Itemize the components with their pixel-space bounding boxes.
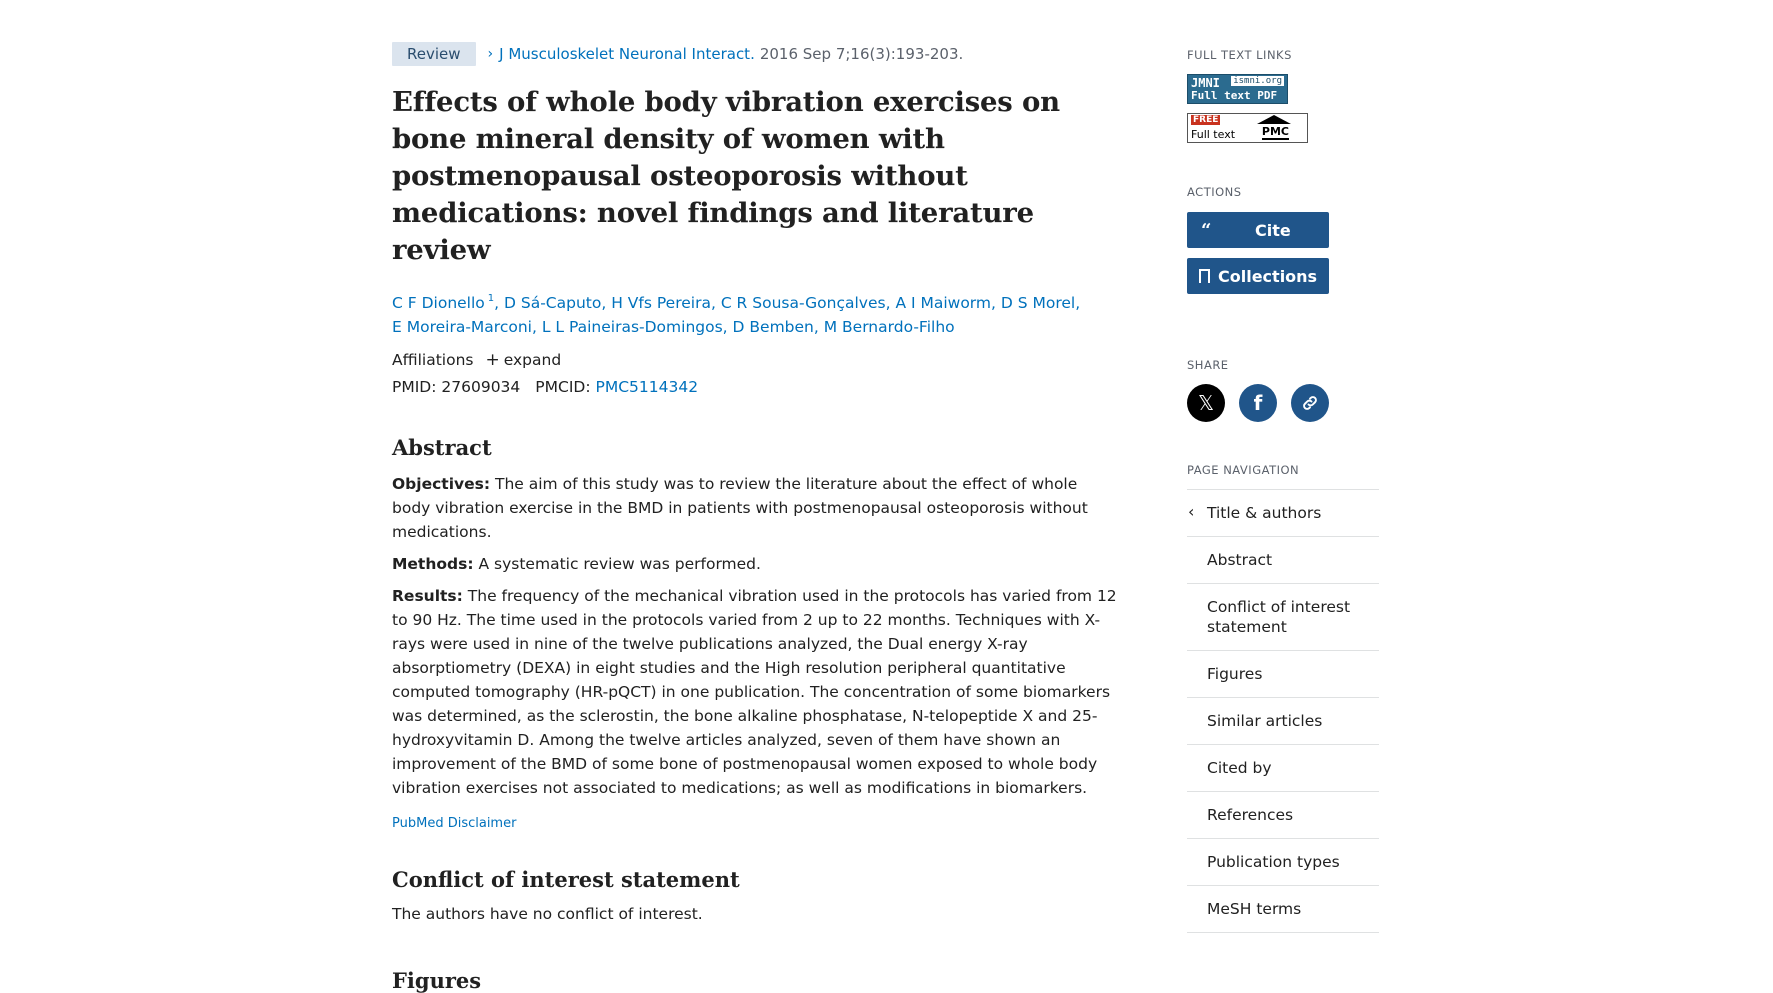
cite-button[interactable] [1187,212,1329,248]
pmc-logo-text: PMC [1261,125,1289,138]
abstract-heading: Abstract [392,435,492,460]
page-navigation-label: PAGE NAVIGATION [1187,463,1300,477]
facebook-icon[interactable]: f [1239,384,1277,422]
jmni-logo-title: JMNI [1191,76,1220,90]
author-link[interactable]: C F Dionello [392,294,485,312]
coi-heading: Conflict of interest statement [392,867,740,892]
chevron-left-icon: ‹ [1188,502,1195,521]
nav-item-cited-by[interactable]: Cited by [1187,745,1379,792]
nav-item-label: Title & authors [1207,504,1322,522]
abstract-methods [392,552,1117,576]
author-link[interactable]: M Bernardo-Filho [823,318,955,336]
nav-item-publication-types[interactable]: Publication types [1187,839,1379,886]
objectives-text: The aim of this study was to review the literature about the effect of whole body vibration exercise in the BMD in patients with postmenopausal osteoporosis without medications. [392,475,1088,541]
affiliation-sup[interactable]: 1 [487,293,495,304]
quote-icon: “ [1201,219,1212,241]
coi-text: The authors have no conflict of interest. [392,905,703,923]
nav-item-mesh-terms[interactable]: MeSH terms [1187,886,1379,933]
nav-item-coi[interactable]: Conflict of interest statement [1187,584,1379,651]
pmc-roof-icon [1257,115,1291,124]
sidebar [1187,48,1379,933]
methods-text: A systematic review was performed. [478,555,761,573]
nav-item-similar-articles[interactable]: Similar articles [1187,698,1379,745]
results-label: Results: [392,587,463,605]
pmc-fulltext-label: Full text [1191,128,1236,141]
pmid-label: PMID: [392,378,437,396]
pmid-value: 27609034 [441,378,521,396]
figures-heading: Figures [392,968,482,993]
share-buttons [1187,384,1379,422]
abstract-results [392,584,1117,800]
author-link[interactable]: C R Sousa-Gonçalves [720,294,886,312]
results-text: The frequency of the mechanical vibration used in the protocols has varied from 12 to 90 Hz. The time used in the protocols varied from 2 up to 22 months. Techniques with X-rays were used in nine of the twelve publications analyzed, the Dual energy X-ray absorptiometry (DEXA) in eight studies and the High resolution peripheral quantitative computed tomography (HR-pQCT) in one publication. The concentration of some biomarkers was determined, as the sclerostin, the bone alkaline phosphatase, N-telopeptide X and 25-hydroxyvitamin D. Among the twelve articles analyzed, seven of them have shown an improvement of the BMD of some bone of postmenopausal women exposed to whole body vibration exercises not associated to medications; as well as modifications in biomarkers. [392,587,1117,797]
article-title: Effects of whole body vibration exercises on bone mineral density of women with postmenopausal osteoporosis without medications: novel findings and literature review [392,86,1060,266]
article-meta [392,42,1122,66]
actions-label: ACTIONS [1187,185,1242,199]
plus-icon: + [485,349,500,370]
jmni-logo-subtitle: Full text PDF [1191,89,1278,102]
x-icon[interactable]: 𝕏 [1187,384,1225,422]
chevron-right-icon: › [487,46,494,62]
author-link[interactable]: L L Paineiras-Domingos [541,318,723,336]
jmni-full-text-link[interactable] [1187,74,1288,104]
pmc-full-text-link[interactable] [1187,113,1308,143]
jmni-logo-site: ismni.org [1233,76,1282,86]
expand-button[interactable] [485,351,561,369]
author-link[interactable]: A I Maiworm [895,294,992,312]
affiliations-label: Affiliations [392,351,474,369]
bookmark-icon [1199,269,1210,283]
link-icon[interactable] [1291,384,1329,422]
methods-label: Methods: [392,555,474,573]
nav-item-abstract[interactable]: Abstract [1187,537,1379,584]
page-navigation [1187,489,1379,933]
pmcid-link[interactable]: PMC5114342 [595,378,699,396]
journal-link[interactable]: J Musculoskelet Neuronal Interact. [499,45,755,63]
share-label: SHARE [1187,358,1229,372]
full-text-links-label: FULL TEXT LINKS [1187,48,1292,62]
expand-label: expand [503,351,562,369]
pubmed-disclaimer-link[interactable]: PubMed Disclaimer [392,816,517,831]
cite-label: Cite [1255,220,1291,240]
objectives-label: Objectives: [392,475,491,493]
author-link[interactable]: H Vfs Pereira [611,294,711,312]
pmc-free-tag: FREE [1193,115,1219,125]
collections-label: Collections [1218,266,1318,286]
pmcid-label: PMCID: [535,378,591,396]
author-link[interactable]: D Sá-Caputo [504,294,602,312]
nav-item-title-authors[interactable] [1187,490,1379,537]
author-link[interactable]: D S Morel [1000,294,1076,312]
author-link[interactable]: D Bemben [732,318,814,336]
review-badge: Review [392,42,476,66]
citation-date: 2016 Sep 7;16(3):193-203. [759,45,964,63]
author-list: C F Dionello $^1$, D Sá-Caputo, H Vfs Pereira, C R Sousa-Gonçalves, A I Maiworm, D S Morel, E Moreira-Marconi, L L Paineiras-Domingos, D Bemben, M Bernardo-Filho [392,293,1081,336]
collections-button[interactable] [1187,258,1329,294]
article-main [392,42,1122,993]
abstract-objectives [392,472,1117,544]
author-link[interactable]: E Moreira-Marconi [392,318,532,336]
affiliations-row [392,349,1122,371]
nav-item-references[interactable]: References [1187,792,1379,839]
identifiers-row [392,376,1122,398]
nav-item-figures[interactable]: Figures [1187,651,1379,698]
